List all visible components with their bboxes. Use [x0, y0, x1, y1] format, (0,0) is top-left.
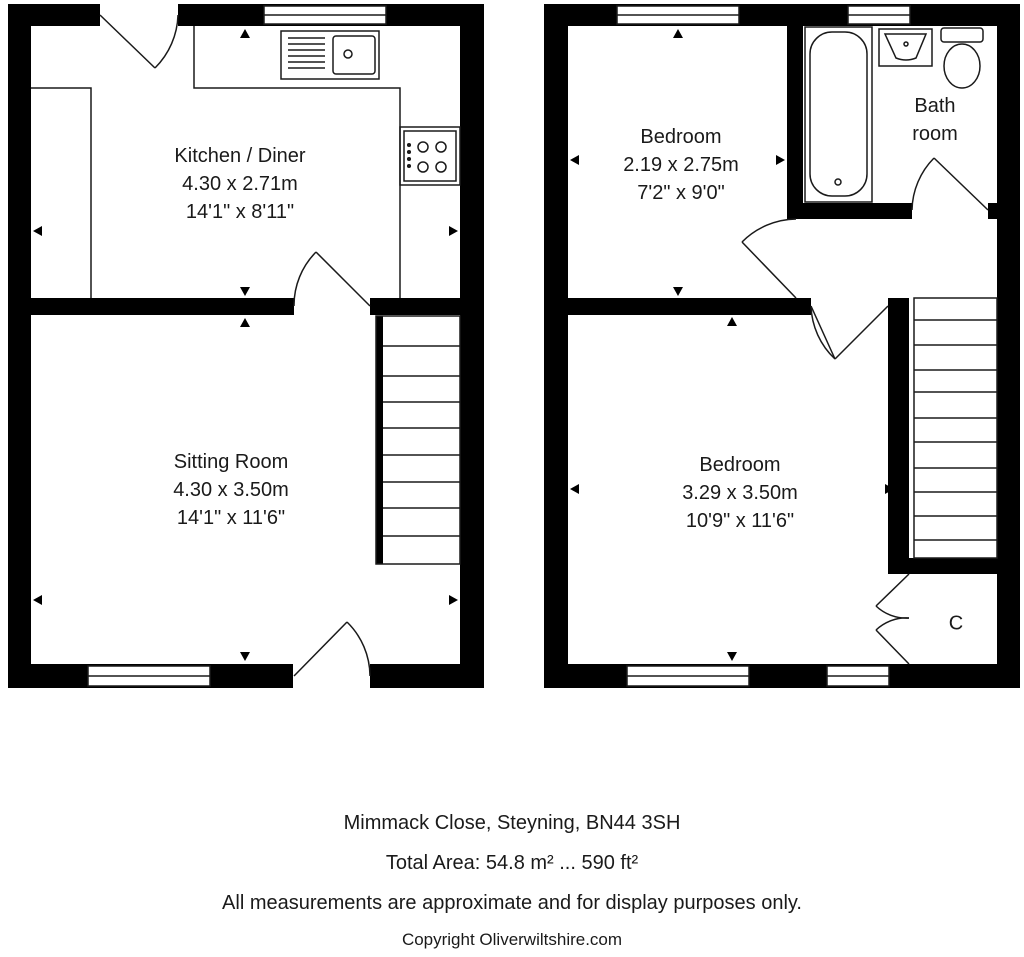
first-wall-bottom: [544, 664, 1020, 688]
ground-dimension-arrows: [33, 29, 458, 661]
bedroom-large-metric: 3.29 x 3.50m: [682, 482, 798, 504]
bedroom-large-imperial: 10'9" x 11'6": [685, 510, 795, 532]
sitting-arrow-left: [33, 595, 42, 605]
kitchen-back-door: [100, 15, 178, 68]
kitchen-arrow-right: [449, 226, 458, 236]
first-wall-right: [997, 4, 1020, 688]
sitting-arrow-top: [240, 318, 250, 327]
bathroom-wall-stub: [988, 203, 997, 219]
sink-icon: [281, 31, 379, 79]
toilet-icon: [941, 28, 983, 88]
ground-wall-bottom-b: [370, 664, 484, 688]
kitchen-metric: 4.30 x 2.71m: [182, 173, 298, 195]
sitting-room-imperial: 14'1" x 11'6": [176, 507, 286, 529]
bedroom-large-arrow-bottom: [727, 652, 737, 661]
kitchen-name: Kitchen / Diner: [174, 145, 306, 167]
copyright: Copyright Oliverwiltshire.com: [401, 930, 623, 949]
bath-icon: [805, 27, 872, 202]
ground-staircase: [376, 316, 460, 564]
first-wall-top: [544, 4, 1020, 26]
bathroom-label: [912, 92, 958, 148]
kitchen-internal-door: [294, 252, 370, 306]
bedroom-small-metric: 2.19 x 2.75m: [623, 154, 739, 176]
landing-window: [827, 666, 889, 686]
bedroom-small-arrow-left: [570, 155, 579, 165]
kitchen-window: [264, 6, 386, 24]
first-staircase: [909, 298, 997, 558]
basin-icon: [879, 29, 932, 66]
disclaimer: All measurements are approximate and for display purposes only.: [222, 892, 802, 914]
ground-wall-left: [8, 4, 31, 688]
sitting-room-metric: 4.30 x 3.50m: [173, 479, 289, 501]
stairwell-wall-left: [888, 298, 909, 574]
bedroom-small-label: [623, 123, 739, 207]
ground-internal-wall-a: [31, 298, 294, 315]
bathroom-wall-bottom: [787, 203, 912, 219]
stairwell-wall-bottom: [888, 558, 997, 574]
cupboard-doors: [876, 574, 909, 664]
kitchen-arrow-left: [33, 226, 42, 236]
hob-icon: [400, 127, 460, 185]
bedroom-small-arrow-bottom: [673, 287, 683, 296]
bathroom-line1: Bath: [914, 95, 956, 117]
sitting-arrow-bottom: [240, 652, 250, 661]
bedroom-small-arrow-right: [776, 155, 785, 165]
bedroom-large-arrow-top: [727, 317, 737, 326]
sitting-room-name: Sitting Room: [173, 451, 289, 473]
front-door: [294, 622, 370, 676]
bedroom-large-window: [627, 666, 749, 686]
cupboard-label: C: [948, 612, 964, 635]
bedroom-small-window: [617, 6, 739, 24]
ground-floor: [8, 4, 484, 688]
sitting-room-label: [173, 448, 289, 532]
kitchen-imperial: 14'1" x 8'11": [185, 201, 295, 223]
bedroom-large-door: [811, 306, 888, 359]
kitchen-label: [174, 142, 305, 226]
bathroom-line2: room: [912, 123, 958, 145]
kitchen-arrow-bottom: [240, 287, 250, 296]
bedroom-large-label: [682, 451, 798, 535]
sitting-arrow-right: [449, 595, 458, 605]
bathroom-door: [912, 158, 988, 210]
bathroom-wall-left: [787, 26, 803, 219]
bedroom-small-name: Bedroom: [640, 126, 722, 148]
sitting-window: [88, 666, 210, 686]
bathroom-window: [848, 6, 910, 24]
bedroom-small-door: [742, 219, 796, 298]
first-wall-left: [544, 4, 568, 688]
bedroom-large-arrow-left: [570, 484, 579, 494]
ground-wall-top-a: [8, 4, 100, 26]
bedroom-small-imperial: 7'2" x 9'0": [637, 182, 725, 204]
bedroom-small-arrow-top: [673, 29, 683, 38]
kitchen-arrow-top: [240, 29, 250, 38]
bedroom-large-name: Bedroom: [699, 454, 781, 476]
first-internal-wall: [568, 298, 811, 315]
property-address: Mimmack Close, Steyning, BN44 3SH: [343, 812, 681, 834]
total-area: Total Area: 54.8 m² ... 590 ft²: [385, 852, 639, 874]
ground-internal-wall-b: [370, 298, 460, 315]
ground-wall-right: [460, 4, 484, 688]
